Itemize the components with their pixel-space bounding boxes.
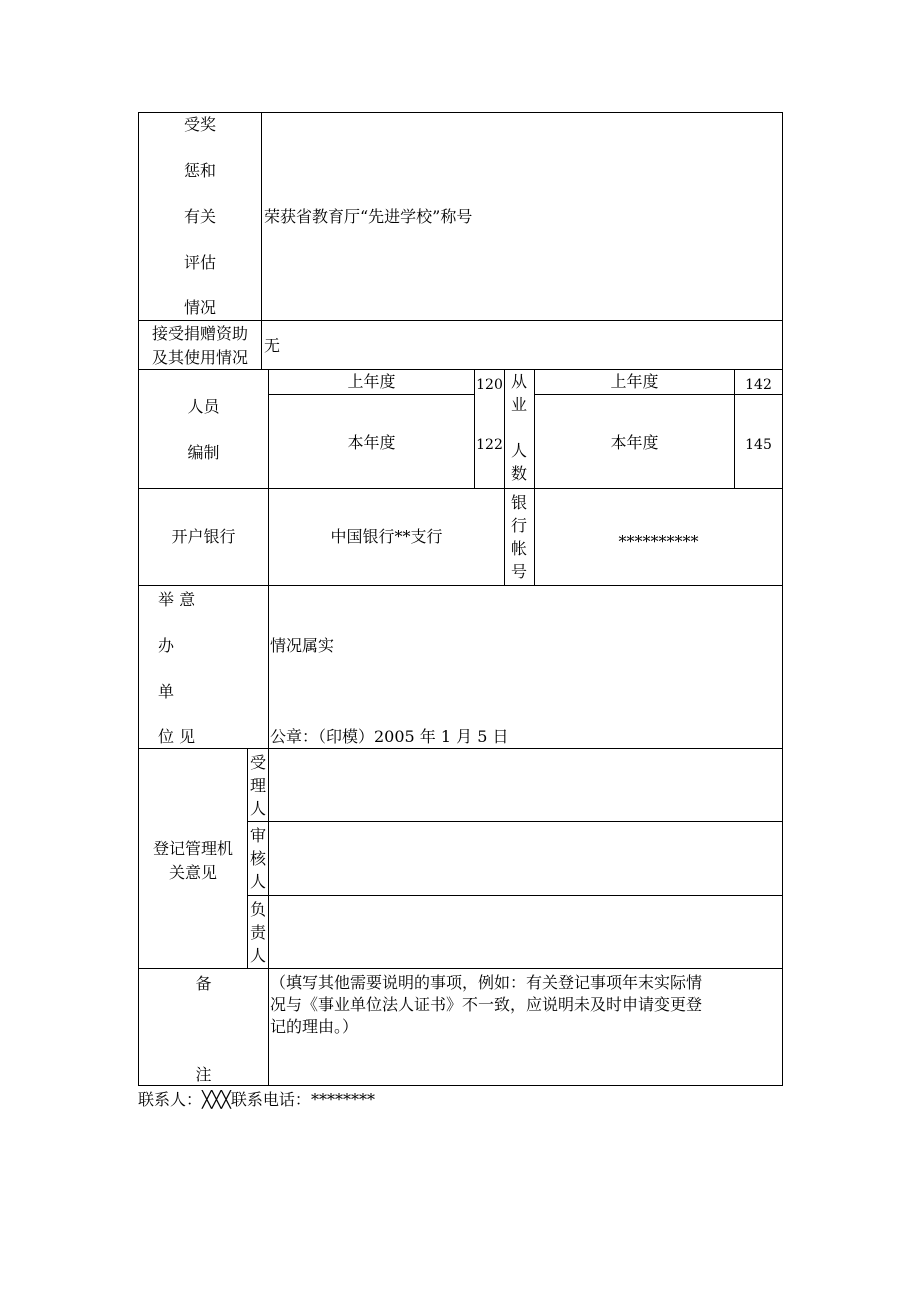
remarks-label-bottom: 注 [195, 1065, 212, 1084]
sponsor-label-line-3: 单 [158, 682, 175, 701]
contact-name: ╳╳╳ [202, 1090, 231, 1109]
receiver-label [247, 751, 269, 820]
registry-label-line-1: 登记管理机 [152, 839, 233, 858]
staffing-label-line-2: 编制 [187, 443, 220, 462]
phone-value: ******** [310, 1090, 375, 1109]
col-divider [268, 369, 269, 749]
staffing-curr-value: 122 [476, 437, 503, 453]
row-divider [534, 394, 783, 395]
employees-label-char: 从 [510, 372, 527, 391]
awards-label-line-1: 受奖 [183, 115, 216, 134]
row-divider [247, 821, 783, 822]
row-divider [138, 968, 783, 969]
awards-value: 荣获省教育厅“先进学校”称号 [264, 207, 473, 226]
staffing-prev-label: 上年度 [347, 372, 396, 391]
sponsor-label-line-4: 位 见 [158, 727, 196, 746]
employees-label-char: 业 [510, 395, 527, 414]
donation-label-line-1: 接受捐赠资助 [151, 324, 248, 343]
row-divider [138, 488, 783, 489]
employees-label [508, 370, 530, 485]
row-divider [268, 394, 475, 395]
col-divider [534, 369, 535, 586]
head-label [247, 898, 269, 967]
table-border-bottom [138, 1085, 783, 1086]
remarks-label-top: 备 [195, 974, 212, 993]
staffing-label-line-1: 人员 [187, 397, 220, 416]
employees-prev-value: 142 [745, 377, 772, 393]
remarks-line: 记的理由。） [270, 1017, 359, 1036]
phone-label: 联系电话： [230, 1090, 311, 1109]
employees-prev-label: 上年度 [610, 372, 659, 391]
head-label-char: 责 [249, 923, 266, 942]
reviewer-label-char: 人 [249, 872, 266, 891]
table-border-right [782, 112, 783, 1086]
row-divider [138, 369, 783, 370]
bank-label: 开户银行 [171, 527, 236, 546]
receiver-label-char: 理 [249, 776, 266, 795]
table-border-top [138, 112, 783, 113]
reviewer-label [247, 824, 269, 893]
awards-label-line-4: 评估 [183, 253, 216, 272]
receiver-label-char: 人 [249, 799, 266, 818]
employees-label-char: 人 [510, 441, 527, 460]
account-label-char: 银 [510, 493, 527, 512]
sponsor-seal-line: 公章：（印模）2005 年 1 月 5 日 [270, 727, 509, 746]
employees-curr-value: 145 [745, 437, 772, 453]
reviewer-label-char: 审 [249, 826, 266, 845]
account-label-char: 帐 [510, 539, 527, 558]
remarks-line: 况与《事业单位法人证书》不一致，应说明未及时申请变更登 [270, 995, 703, 1014]
reviewer-label-char: 核 [249, 849, 266, 868]
col-divider [504, 369, 505, 586]
awards-label-line-2: 惩和 [183, 161, 216, 180]
sponsor-label-line-2: 办 [158, 636, 175, 655]
employees-curr-label: 本年度 [610, 433, 659, 452]
employees-label-char: 数 [510, 464, 527, 483]
remarks-line: （填写其他需要说明的事项，例如：有关登记事项年末实际情 [270, 973, 703, 992]
row-divider [138, 748, 783, 749]
col-divider [261, 112, 262, 370]
col-divider [268, 968, 269, 1086]
contact-label: 联系人： [138, 1090, 203, 1109]
footer-contact [138, 1091, 375, 1109]
awards-label-line-3: 有关 [183, 207, 216, 226]
head-label-char: 负 [249, 900, 266, 919]
row-divider [138, 320, 783, 321]
bank-account-value: ********** [618, 532, 699, 551]
staffing-prev-value: 120 [476, 377, 503, 393]
donation-label-line-2: 及其使用情况 [151, 348, 248, 367]
donation-value: 无 [264, 336, 281, 355]
bank-value: 中国银行**支行 [330, 527, 443, 546]
receiver-label-char: 受 [249, 753, 266, 772]
sponsor-opinion: 情况属实 [270, 636, 335, 655]
account-label-char: 号 [510, 562, 527, 581]
bank-account-label [508, 491, 530, 583]
staffing-curr-label: 本年度 [347, 433, 396, 452]
row-divider [138, 585, 783, 586]
sponsor-label-line-1: 举 意 [158, 590, 196, 609]
row-divider [247, 895, 783, 896]
remarks-text [270, 972, 780, 1038]
awards-label-line-5: 情况 [183, 298, 216, 317]
registry-label-line-2: 关意见 [168, 863, 217, 882]
account-label-char: 行 [510, 516, 527, 535]
head-label-char: 人 [249, 946, 266, 965]
